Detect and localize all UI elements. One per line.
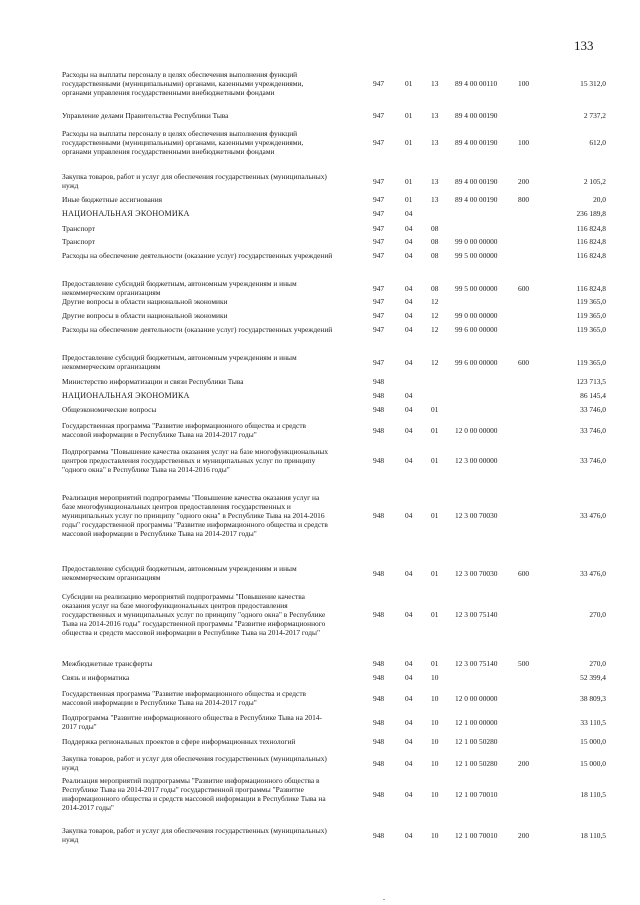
cell-sum: 86 145,4 — [580, 391, 606, 400]
page-number: 133 — [574, 38, 594, 53]
cell-cs: 89 4 00 00110 — [455, 79, 498, 88]
cell-vr: 200 — [518, 176, 530, 186]
cell-rz: 04 — [405, 456, 413, 465]
cell-rz: 01 — [405, 111, 413, 120]
row-name: Связь и информатика — [62, 673, 130, 682]
cell-cs: 89 4 00 00190 — [455, 138, 498, 147]
cell-sum: 33 746,0 — [580, 456, 606, 465]
cell-sum: 33 746,0 — [580, 425, 606, 435]
cell-sum: 119 365,0 — [576, 325, 606, 334]
cell-rz: 04 — [405, 391, 413, 400]
cell-sum: 15 000,0 — [580, 758, 606, 768]
cell-ved: 947 — [373, 283, 385, 293]
cell-pr: 13 — [431, 195, 439, 204]
cell-ved: 947 — [373, 176, 385, 186]
cell-ved: 948 — [373, 673, 385, 682]
cell-pr: 10 — [431, 789, 439, 799]
cell-sum: 15 312,0 — [580, 79, 606, 88]
cell-cs: 12 0 00 00000 — [455, 425, 498, 435]
cell-rz: 04 — [405, 717, 413, 727]
row-name: Другие вопросы в области национальной экономики — [62, 311, 228, 320]
row-name: Закупка товаров, работ и услуг для обеспечения государственных (муниципальных) нужд — [62, 826, 327, 844]
cell-vr: 200 — [518, 830, 530, 840]
cell-pr: 12 — [431, 297, 439, 306]
cell-vr: 500 — [518, 659, 530, 668]
cell-sum: 2 105,2 — [583, 176, 606, 186]
cell-rz: 04 — [405, 209, 413, 218]
cell-sum: 33 110,5 — [580, 717, 606, 727]
cell-rz: 04 — [405, 425, 413, 435]
cell-ved: 948 — [373, 717, 385, 727]
cell-cs: 89 4 00 00190 — [455, 176, 498, 186]
cell-rz: 04 — [405, 237, 413, 246]
cell-rz: 04 — [405, 830, 413, 840]
cell-sum: 119 365,0 — [576, 357, 606, 367]
cell-sum: 52 399,4 — [580, 673, 606, 682]
cell-ved: 948 — [373, 610, 385, 619]
cell-ved: 947 — [373, 195, 385, 204]
row-name: Расходы на выплаты персоналу в целях обеспечения выполнения функций государственными (муниципальными) органами, казенными учреждениями, органами управления государственными внебюджетными фондами — [62, 70, 304, 97]
cell-rz: 04 — [405, 789, 413, 799]
cell-cs: 12 3 00 70030 — [455, 568, 498, 578]
cell-ved: 948 — [373, 391, 385, 400]
cell-rz: 04 — [405, 758, 413, 768]
cell-ved: 948 — [373, 405, 385, 414]
cell-rz: 01 — [405, 176, 413, 186]
cell-rz: 04 — [405, 311, 413, 320]
cell-ved: 947 — [373, 224, 385, 233]
row-name: Общеэкономические вопросы — [62, 405, 157, 414]
cell-pr: 10 — [431, 758, 439, 768]
cell-cs: 99 0 00 00000 — [455, 311, 498, 320]
row-name: Транспорт — [62, 237, 95, 246]
cell-pr: 12 — [431, 357, 439, 367]
cell-sum: 119 365,0 — [576, 297, 606, 306]
cell-rz: 04 — [405, 673, 413, 682]
row-name: Подпрограмма "Повышение качества оказания услуг на базе многофункциональных центров предоставления государственных и муниципальных услуг по принципу "одного окна" в Республике Тыва на 2014-2016 годы" — [62, 447, 329, 474]
cell-rz: 04 — [405, 405, 413, 414]
scan-mark: . — [383, 893, 385, 902]
cell-rz: 04 — [405, 283, 413, 293]
cell-vr: 600 — [518, 357, 530, 367]
cell-sum: 20,0 — [593, 195, 606, 204]
cell-sum: 270,0 — [589, 659, 606, 668]
cell-ved: 948 — [373, 377, 385, 386]
cell-ved: 948 — [373, 830, 385, 840]
cell-ved: 947 — [373, 237, 385, 246]
row-name: Подпрограмма "Развитие информационного общества в Республике Тыва на 2014-2017 годы" — [62, 713, 322, 731]
row-name: Государственная программа "Развитие информационного общества и средств массовой информации в Республике Тыва на 2014-2017 годы" — [62, 689, 307, 707]
cell-pr: 10 — [431, 693, 439, 703]
row-name: Расходы на выплаты персоналу в целях обеспечения выполнения функций государственными (муниципальными) органами, казенными учреждениями, органами управления государственными внебюджетными фондами — [62, 129, 304, 156]
cell-cs: 12 3 00 75140 — [455, 659, 498, 668]
cell-cs: 12 3 00 70030 — [455, 511, 498, 520]
row-name: Реализация мероприятий подпрограммы "Развитие информационного общества в Республике Тыва на 2014-2017 годы" государственной программы "Развитие информационного общества и средств массовой информации в Республике Тыва на 2014-2017 годы" — [62, 776, 326, 812]
cell-pr: 08 — [431, 283, 439, 293]
row-name: Межбюджетные трансферты — [62, 659, 153, 668]
cell-sum: 15 000,0 — [580, 737, 606, 746]
cell-cs: 99 6 00 00000 — [455, 357, 498, 367]
cell-cs: 99 0 00 00000 — [455, 237, 498, 246]
cell-pr: 13 — [431, 176, 439, 186]
cell-cs: 89 4 00 00190 — [455, 111, 498, 120]
cell-ved: 948 — [373, 659, 385, 668]
cell-cs: 12 1 00 50280 — [455, 758, 498, 768]
cell-pr: 01 — [431, 610, 439, 619]
cell-pr: 13 — [431, 138, 439, 147]
cell-pr: 01 — [431, 456, 439, 465]
cell-pr: 01 — [431, 511, 439, 520]
cell-sum: 119 365,0 — [576, 311, 606, 320]
cell-pr: 10 — [431, 717, 439, 727]
cell-cs: 12 1 00 50280 — [455, 737, 498, 746]
cell-cs: 12 1 00 70010 — [455, 789, 498, 799]
cell-pr: 01 — [431, 659, 439, 668]
cell-cs: 99 6 00 00000 — [455, 325, 498, 334]
cell-pr: 08 — [431, 237, 439, 246]
cell-rz: 04 — [405, 357, 413, 367]
cell-ved: 947 — [373, 209, 385, 218]
row-name: НАЦИОНАЛЬНАЯ ЭКОНОМИКА — [62, 391, 190, 400]
cell-pr: 10 — [431, 737, 439, 746]
cell-sum: 33 476,0 — [580, 568, 606, 578]
row-name: Закупка товаров, работ и услуг для обеспечения государственных (муниципальных) нужд — [62, 172, 327, 190]
cell-ved: 948 — [373, 425, 385, 435]
cell-pr: 01 — [431, 568, 439, 578]
cell-sum: 270,0 — [589, 610, 606, 619]
cell-sum: 33 746,0 — [580, 405, 606, 414]
cell-ved: 948 — [373, 568, 385, 578]
cell-sum: 18 110,5 — [580, 830, 606, 840]
cell-vr: 100 — [518, 79, 530, 88]
cell-ved: 948 — [373, 737, 385, 746]
cell-pr: 01 — [431, 425, 439, 435]
cell-pr: 01 — [431, 405, 439, 414]
cell-pr: 13 — [431, 79, 439, 88]
cell-rz: 04 — [405, 659, 413, 668]
cell-ved: 948 — [373, 758, 385, 768]
cell-pr: 08 — [431, 224, 439, 233]
cell-ved: 947 — [373, 357, 385, 367]
cell-rz: 04 — [405, 568, 413, 578]
row-name: Транспорт — [62, 224, 95, 233]
cell-sum: 123 713,5 — [576, 377, 606, 386]
cell-pr: 12 — [431, 311, 439, 320]
cell-rz: 01 — [405, 79, 413, 88]
cell-rz: 04 — [405, 610, 413, 619]
cell-cs: 99 5 00 00000 — [455, 283, 498, 293]
cell-rz: 04 — [405, 737, 413, 746]
cell-pr: 10 — [431, 673, 439, 682]
cell-sum: 38 809,3 — [580, 693, 606, 703]
cell-vr: 600 — [518, 568, 530, 578]
cell-rz: 04 — [405, 325, 413, 334]
row-name: Расходы на обеспечение деятельности (оказание услуг) государственных учреждений — [62, 251, 333, 260]
cell-ved: 948 — [373, 693, 385, 703]
cell-pr: 12 — [431, 325, 439, 334]
cell-pr: 13 — [431, 111, 439, 120]
cell-ved: 947 — [373, 111, 385, 120]
cell-cs: 99 5 00 00000 — [455, 251, 498, 260]
cell-sum: 116 824,8 — [576, 283, 606, 293]
cell-vr: 600 — [518, 283, 530, 293]
cell-cs: 12 0 00 00000 — [455, 693, 498, 703]
cell-cs: 12 3 00 75140 — [455, 610, 498, 619]
cell-ved: 947 — [373, 325, 385, 334]
cell-ved: 947 — [373, 297, 385, 306]
cell-rz: 04 — [405, 251, 413, 260]
cell-ved: 948 — [373, 456, 385, 465]
cell-vr: 100 — [518, 138, 530, 147]
cell-sum: 33 476,0 — [580, 511, 606, 520]
cell-ved: 948 — [373, 789, 385, 799]
row-name: Реализация мероприятий подпрограммы "Повышение качества оказания услуг на базе многофункциональных центров предоставления государственных и муниципальных услуг по принципу "одного окна" в Республике Тыва на 2014-2016 годы" государственной программы "Развитие информационного общества и средств массовой информации в Республике Тыва на 2014-2017 годы" — [62, 493, 328, 538]
cell-sum: 116 824,8 — [576, 251, 606, 260]
cell-pr: 08 — [431, 251, 439, 260]
row-name: Другие вопросы в области национальной экономики — [62, 297, 228, 306]
row-name: НАЦИОНАЛЬНАЯ ЭКОНОМИКА — [62, 209, 190, 218]
cell-rz: 04 — [405, 224, 413, 233]
row-name: Расходы на обеспечение деятельности (оказание услуг) государственных учреждений — [62, 325, 333, 334]
cell-ved: 948 — [373, 511, 385, 520]
row-name: Предоставление субсидий бюджетным, автономным учреждениям и иным некоммерческим организациям — [62, 279, 297, 297]
row-name: Предоставление субсидий бюджетным, автономным учреждениям и иным некоммерческим организациям — [62, 564, 297, 582]
cell-cs: 12 1 00 00000 — [455, 717, 498, 727]
cell-ved: 947 — [373, 138, 385, 147]
cell-rz: 01 — [405, 138, 413, 147]
cell-rz: 04 — [405, 693, 413, 703]
row-name: Поддержка региональных проектов в сфере информационных технологий — [62, 737, 296, 746]
row-name: Закупка товаров, работ и услуг для обеспечения государственных (муниципальных) нужд — [62, 754, 327, 772]
cell-sum: 116 824,8 — [576, 237, 606, 246]
cell-sum: 116 824,8 — [576, 224, 606, 233]
cell-vr: 200 — [518, 758, 530, 768]
cell-ved: 947 — [373, 311, 385, 320]
row-name: Государственная программа "Развитие информационного общества и средств массовой информации в Республике Тыва на 2014-2017 годы" — [62, 421, 307, 439]
cell-vr: 800 — [518, 195, 530, 204]
cell-pr: 10 — [431, 830, 439, 840]
cell-sum: 612,0 — [589, 138, 606, 147]
cell-rz: 04 — [405, 511, 413, 520]
cell-ved: 947 — [373, 251, 385, 260]
cell-cs: 12 3 00 00000 — [455, 456, 498, 465]
row-name: Предоставление субсидий бюджетным, автономным учреждениям и иным некоммерческим организациям — [62, 353, 297, 371]
cell-sum: 2 737,2 — [583, 111, 606, 120]
row-name: Иные бюджетные ассигнования — [62, 195, 163, 204]
row-name: Субсидии на реализацию мероприятий подпрограммы "Повышение качества оказания услуг на базе многофункциональных центров предоставления государственных и муниципальных услуг по принципу "одного окна" в Республике Тыва на 2014-2016 годы" государственной программы "Развитие информационного общества и средств массовой информации в Республике Тыва на 2014-2017 годы" — [62, 592, 326, 637]
cell-sum: 18 110,5 — [580, 789, 606, 799]
cell-rz: 04 — [405, 297, 413, 306]
cell-cs: 89 4 00 00190 — [455, 195, 498, 204]
cell-cs: 12 1 00 70010 — [455, 830, 498, 840]
row-name: Министерство информатизации и связи Республики Тыва — [62, 377, 244, 386]
row-name: Управление делами Правительства Республики Тыва — [62, 111, 229, 120]
cell-ved: 947 — [373, 79, 385, 88]
cell-rz: 01 — [405, 195, 413, 204]
cell-sum: 236 189,8 — [576, 209, 606, 218]
